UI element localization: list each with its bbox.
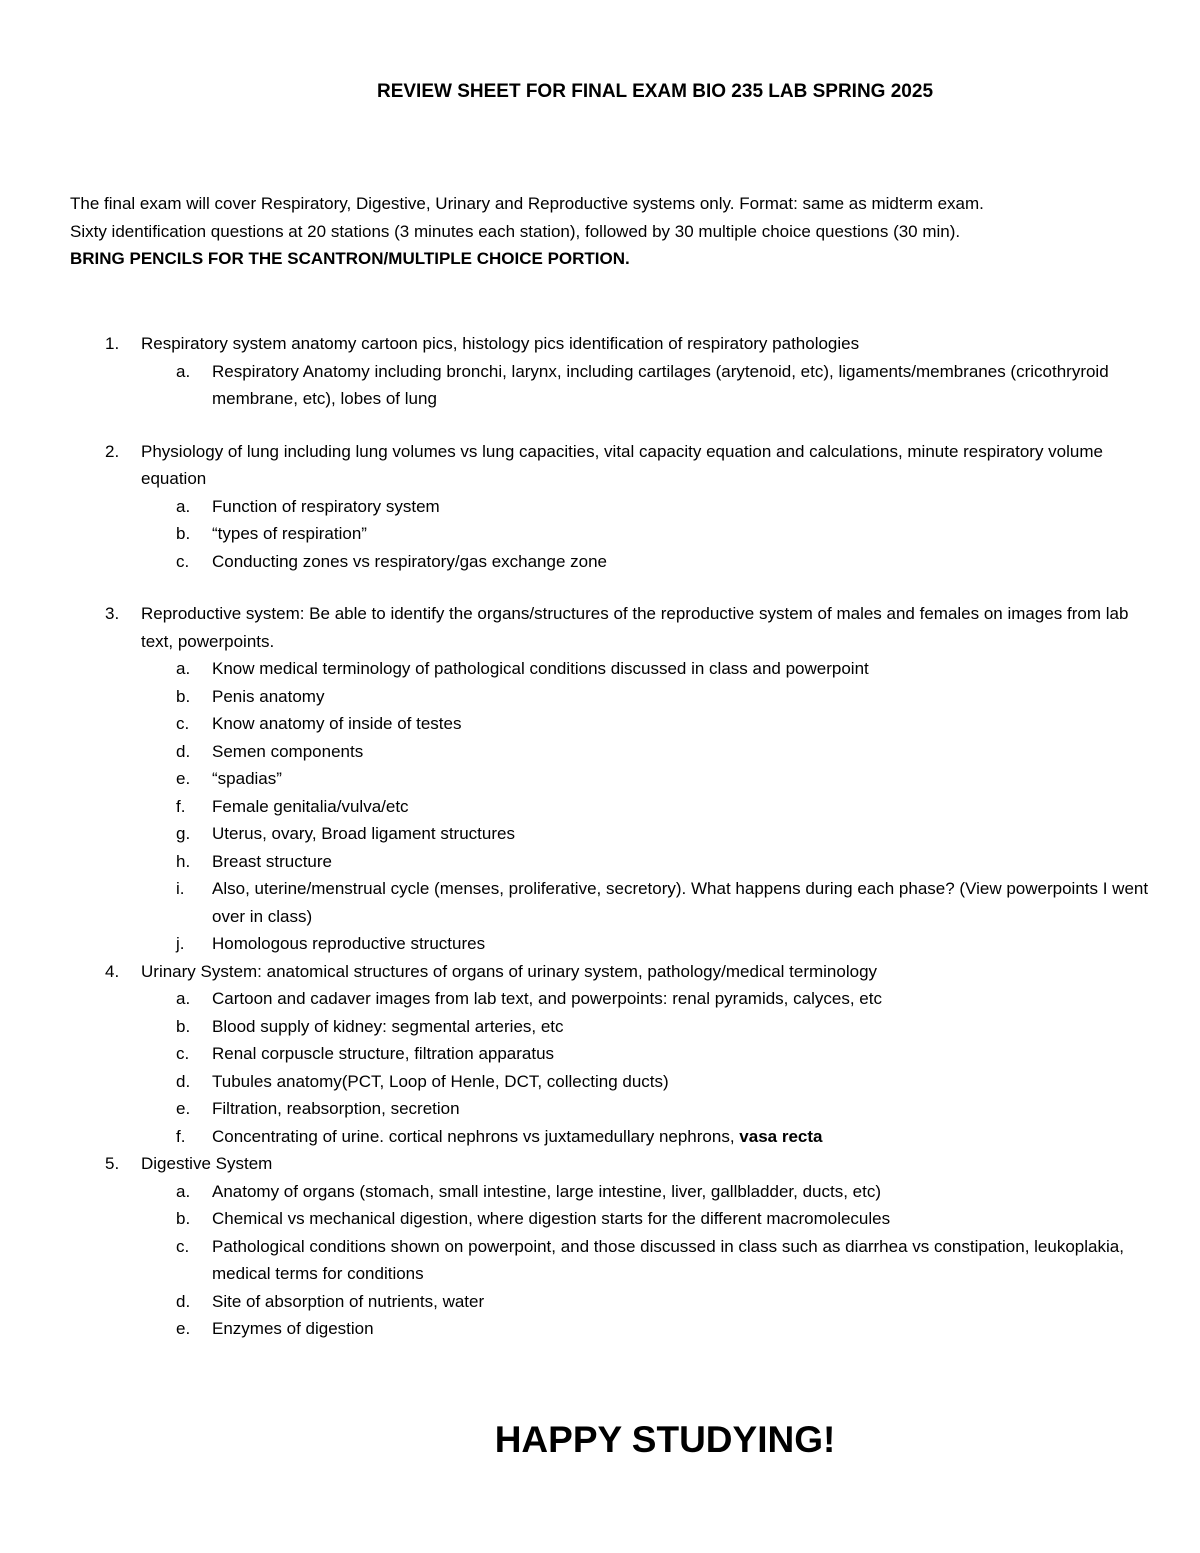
subtopic-text: Homologous reproductive structures — [212, 934, 486, 953]
intro-paragraph — [70, 190, 1150, 273]
intro-line: The final exam will cover Respiratory, Digestive, Urinary and Reproductive systems only. Format: same as midterm exam. — [70, 194, 984, 213]
subtopic-letter: g. — [176, 824, 191, 843]
subtopic-letter: a. — [176, 989, 191, 1008]
subtopic-letter: d. — [176, 1291, 191, 1311]
subtopic-item — [141, 493, 1150, 521]
subtopic-list — [70, 985, 1150, 1150]
subtopic-letter: e. — [176, 1319, 191, 1338]
subtopic-text: Enzymes of digestion — [212, 1319, 374, 1338]
subtopic-item — [141, 1095, 1150, 1123]
subtopic-text: Respiratory Anatomy including bronchi, larynx, including cartilages (arytenoid, etc), ligaments/membranes (cricothryroid membrane, etc), lobes of lung — [212, 361, 1109, 408]
subtopic-text: Know medical terminology of pathological conditions discussed in class and powerpoint — [212, 659, 869, 678]
subtopic-item — [141, 710, 1150, 738]
intro-line: Sixty identification questions at 20 stations (3 minutes each station), followed by 30 multiple choice questions (30 min). — [70, 221, 961, 241]
subtopic-letter: a. — [176, 659, 191, 678]
subtopic-letter: c. — [176, 1236, 190, 1256]
subtopic-letter: d. — [176, 741, 191, 761]
subtopic-letter: b. — [176, 1209, 191, 1228]
subtopic-item — [141, 985, 1150, 1013]
topic-number: 3. — [105, 604, 120, 623]
subtopic-list — [70, 493, 1150, 576]
subtopic-item — [141, 683, 1150, 711]
subtopic-text: Site of absorption of nutrients, water — [212, 1291, 485, 1311]
subtopic-item — [141, 520, 1150, 548]
subtopic-letter: j. — [176, 934, 185, 953]
subtopic-text: Concentrating of urine. cortical nephrons vs juxtamedullary nephrons, — [212, 1126, 735, 1146]
subtopic-text: Function of respiratory system — [212, 496, 440, 516]
subtopic-item — [141, 1068, 1150, 1096]
subtopic-letter: c. — [176, 714, 190, 733]
subtopic-item — [141, 1315, 1150, 1343]
subtopic-emphasis: vasa recta — [739, 1126, 823, 1146]
closing-message: HAPPY STUDYING! — [494, 1419, 836, 1460]
topic-text: Respiratory system anatomy cartoon pics, histology pics identification of respiratory pathologies — [141, 334, 860, 353]
topic-number: 5. — [105, 1154, 120, 1173]
subtopic-letter: b. — [176, 524, 191, 543]
subtopic-text: Renal corpuscle structure, filtration apparatus — [212, 1044, 555, 1063]
subtopic-text: Pathological conditions shown on powerpoint, and those discussed in class such as diarrhea vs constipation, leukoplakia, medical terms for conditions — [212, 1236, 1124, 1283]
topic-list — [70, 330, 1150, 1343]
topic-number: 4. — [105, 961, 120, 981]
subtopic-list — [70, 655, 1150, 958]
topic-text: Urinary System: anatomical structures of organs of urinary system, pathology/medical terminology — [141, 961, 878, 981]
subtopic-item — [141, 820, 1150, 848]
subtopic-text: Uterus, ovary, Broad ligament structures — [212, 824, 515, 843]
subtopic-letter: c. — [176, 1044, 190, 1063]
subtopic-text: “types of respiration” — [212, 524, 367, 543]
subtopic-item — [141, 738, 1150, 766]
subtopic-text: Tubules anatomy(PCT, Loop of Henle, DCT, collecting ducts) — [212, 1071, 669, 1091]
topic-number: 1. — [105, 334, 120, 353]
subtopic-letter: e. — [176, 769, 191, 788]
spacer — [70, 413, 1150, 438]
subtopic-item — [141, 875, 1150, 930]
subtopic-letter: b. — [176, 1016, 191, 1036]
page-title: REVIEW SHEET FOR FINAL EXAM BIO 235 LAB SPRING 2025 — [376, 81, 934, 102]
subtopic-text: Conducting zones vs respiratory/gas exchange zone — [212, 551, 608, 571]
subtopic-letter: i. — [176, 879, 185, 898]
subtopic-letter: f. — [176, 796, 186, 816]
subtopic-text: Know anatomy of inside of testes — [212, 714, 462, 733]
subtopic-text: Filtration, reabsorption, secretion — [212, 1099, 460, 1118]
subtopic-letter: a. — [176, 361, 191, 381]
topic-item — [70, 438, 1150, 493]
subtopic-text: Penis anatomy — [212, 686, 325, 706]
subtopic-text: “spadias” — [212, 769, 282, 788]
subtopic-item — [141, 793, 1150, 821]
subtopic-item — [141, 1178, 1150, 1206]
subtopic-item — [141, 848, 1150, 876]
subtopic-text: Female genitalia/vulva/etc — [212, 796, 409, 816]
topic-item — [70, 330, 1150, 358]
subtopic-item — [141, 1123, 1150, 1151]
subtopic-text: Anatomy of organs (stomach, small intestine, large intestine, liver, gallbladder, ducts, etc) — [212, 1181, 881, 1201]
subtopic-text: Cartoon and cadaver images from lab text, and powerpoints: renal pyramids, calyces, etc — [212, 989, 882, 1008]
subtopic-item — [141, 655, 1150, 683]
subtopic-letter: e. — [176, 1099, 191, 1118]
subtopic-letter: h. — [176, 851, 191, 871]
intro-notice: BRING PENCILS FOR THE SCANTRON/MULTIPLE CHOICE PORTION. — [70, 249, 630, 268]
subtopic-list — [70, 1178, 1150, 1343]
subtopic-text: Breast structure — [212, 851, 332, 871]
subtopic-item — [141, 930, 1150, 958]
subtopic-text: Also, uterine/menstrual cycle (menses, proliferative, secretory). What happens during each phase? (View powerpoints I went over in class) — [212, 879, 1149, 926]
subtopic-text: Chemical vs mechanical digestion, where digestion starts for the different macromolecules — [212, 1209, 891, 1228]
spacer — [70, 575, 1150, 600]
subtopic-letter: b. — [176, 686, 191, 706]
subtopic-letter: a. — [176, 1181, 191, 1201]
subtopic-text: Blood supply of kidney: segmental arteries, etc — [212, 1016, 564, 1036]
topic-text: Digestive System — [141, 1154, 273, 1173]
subtopic-item — [141, 548, 1150, 576]
topic-number: 2. — [105, 441, 120, 461]
subtopic-item — [141, 1288, 1150, 1316]
subtopic-text: Semen components — [212, 741, 364, 761]
topic-item — [70, 1150, 1150, 1178]
subtopic-item — [141, 358, 1150, 413]
subtopic-letter: d. — [176, 1071, 191, 1091]
topic-item — [70, 600, 1150, 655]
subtopic-item — [141, 1040, 1150, 1068]
topic-text: Reproductive system: Be able to identify the organs/structures of the reproductive system of males and females on images from lab text, powerpoints. — [141, 604, 1129, 651]
subtopic-list — [70, 358, 1150, 413]
subtopic-item — [141, 765, 1150, 793]
subtopic-item — [141, 1013, 1150, 1041]
topic-text: Physiology of lung including lung volumes vs lung capacities, vital capacity equation and calculations, minute respiratory volume equation — [141, 441, 1103, 488]
subtopic-letter: a. — [176, 496, 191, 516]
subtopic-item — [141, 1233, 1150, 1288]
subtopic-letter: c. — [176, 551, 190, 571]
subtopic-item — [141, 1205, 1150, 1233]
topic-item — [70, 958, 1150, 986]
subtopic-letter: f. — [176, 1126, 186, 1146]
